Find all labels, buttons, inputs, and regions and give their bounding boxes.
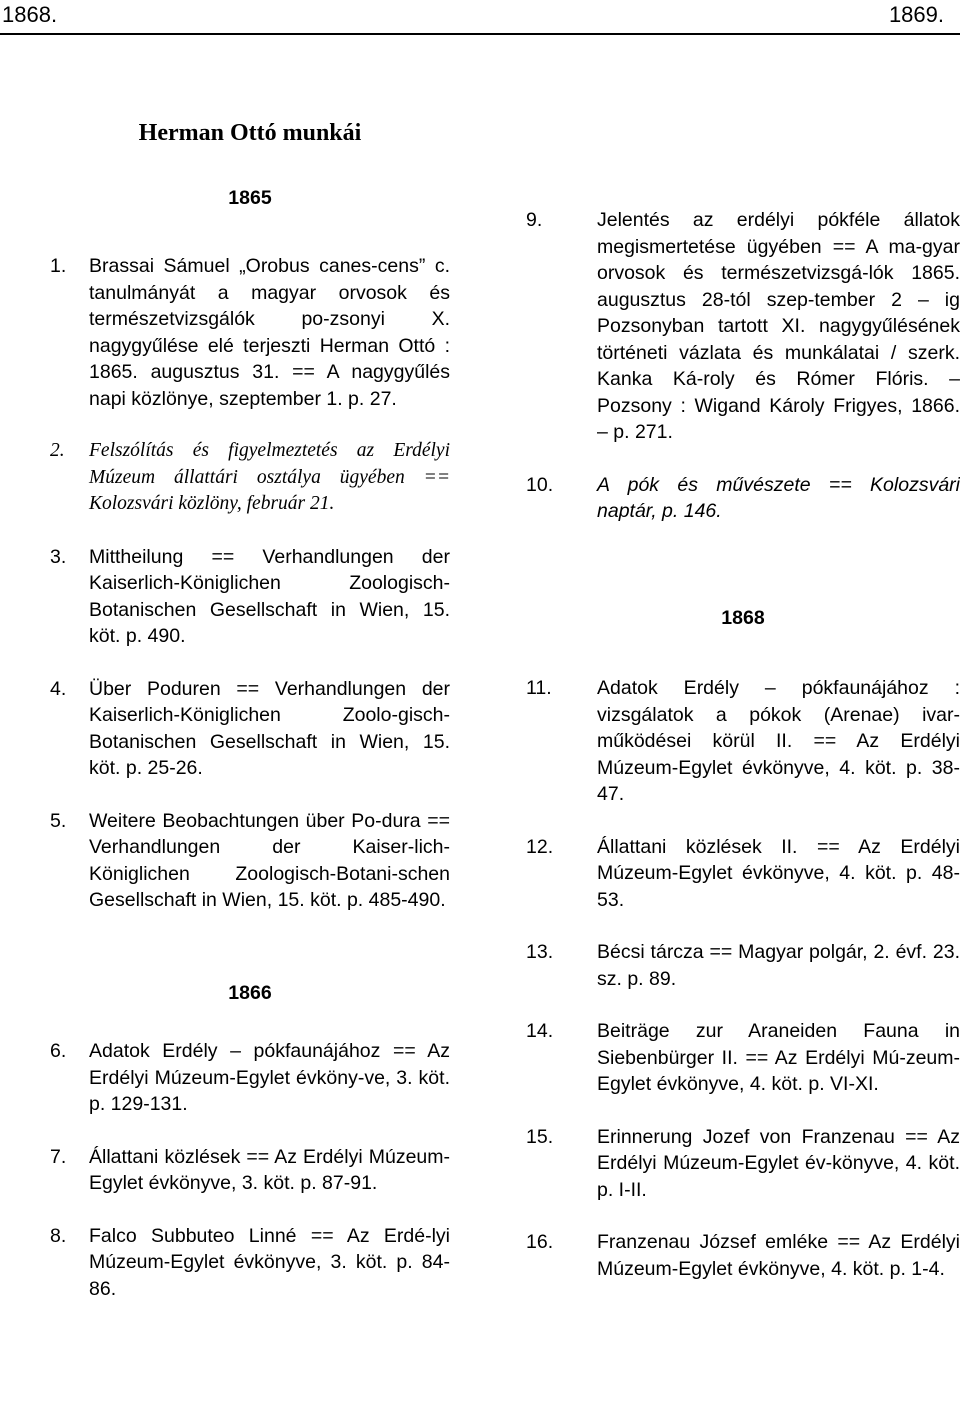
- bibliography-entry: [526, 834, 960, 914]
- entry-text: Állattani közlések == Az Erdélyi Múzeum-Egylet évkönyve, 3. köt. p. 87-91.: [89, 1145, 450, 1194]
- bibliography-entry: [50, 1144, 450, 1197]
- entry-number: 14.: [526, 1020, 554, 1042]
- right-column: [526, 207, 960, 1282]
- bibliography-entry: [526, 207, 960, 446]
- entry-text: A pók és művészete == Kolozsvári naptár, p. 146.: [597, 473, 960, 522]
- bibliography-entry: [526, 1124, 960, 1204]
- year-heading-1866: 1866: [228, 981, 272, 1004]
- entry-text: Franzenau József emléke == Az Erdélyi Múzeum-Egylet évkönyve, 4. köt. p. 1-4.: [597, 1231, 960, 1280]
- bibliography-entry: [526, 1229, 960, 1282]
- entry-number: 11.: [526, 677, 552, 699]
- entry-text: Adatok Erdély – pókfaunájához == Az Erdélyi Múzeum-Egylet évköny-ve, 3. köt. p. 129-131.: [89, 1040, 450, 1115]
- entry-text: Állattani közlések II. == Az Erdélyi Múzeum-Egylet évkönyve, 4. köt. p. 48-53.: [597, 835, 960, 911]
- entry-text: Mittheilung == Verhandlungen der Kaiserlich-Königlichen Zoologisch-Botanischen Gesellschaft in Wien, 15. köt. p. 490.: [89, 545, 450, 647]
- entry-text: Felszólítás és figyelmeztetés az Erdélyi Múzeum állattári osztálya ügyében == Kolozsvári közlöny, február 21.: [89, 440, 450, 514]
- bibliography-entry: [526, 472, 960, 525]
- bibliography-entry: [50, 808, 450, 914]
- entry-number: 4.: [50, 677, 67, 700]
- entry-number: 6.: [50, 1040, 67, 1062]
- entry-text: Weitere Beobachtungen über Po-dura == Verhandlungen der Kaiser-lich-Königlichen Zoologisch-Botani-schen Gesellschaft in Wien, 15. köt. p. 485-490.: [89, 809, 450, 911]
- bibliography-entry: [50, 253, 450, 412]
- entry-number: 5.: [50, 809, 67, 832]
- year-heading-1868: 1868: [721, 606, 765, 629]
- entry-number: 16.: [526, 1231, 554, 1253]
- entry-number: 9.: [526, 209, 543, 231]
- entry-text: Beiträge zur Araneiden Fauna in Siebenbürger II. == Az Erdélyi Mú-zeum-Egylet évkönyve, 4. köt. p. VI-XI.: [597, 1020, 960, 1095]
- entry-number: 13.: [526, 941, 554, 963]
- entry-number: 12.: [526, 835, 554, 858]
- left-column: [50, 120, 450, 1302]
- entry-number: 1.: [50, 255, 67, 277]
- bibliography-entry: [50, 544, 450, 650]
- header-rule: [0, 33, 960, 35]
- bibliography-entry: [50, 438, 450, 518]
- entry-number: 3.: [50, 545, 67, 568]
- entry-text: Bécsi tárcza == Magyar polgár, 2. évf. 23. sz. p. 89.: [597, 941, 960, 990]
- bibliography-entry: [526, 675, 960, 808]
- entry-number: 8.: [50, 1224, 67, 1247]
- bibliography-entry: [50, 1223, 450, 1303]
- running-header-left: 1868.: [2, 2, 58, 27]
- bibliography-entry: [50, 676, 450, 782]
- entry-number: 2.: [50, 440, 65, 461]
- entry-number: 7.: [50, 1145, 67, 1168]
- bibliography-entry: [526, 1018, 960, 1098]
- entry-text: Über Poduren == Verhandlungen der Kaiserlich-Königlichen Zoolo-gisch-Botanischen Gesellschaft in Wien, 15. köt. p. 25-26.: [89, 677, 450, 779]
- entry-text: Erinnerung Jozef von Franzenau == Az Erdélyi Múzeum-Egylet év-könyve, 4. köt. p. I-II.: [597, 1125, 960, 1201]
- page-title: Herman Ottó munkái: [138, 120, 362, 146]
- entry-number: 15.: [526, 1125, 554, 1148]
- bibliography-entry: [50, 1038, 450, 1118]
- entry-text: Jelentés az erdélyi pókféle állatok megismertetése ügyében == A ma-gyar orvosok és természetvizsgá-lók 1865. augusztus 28-tól szep-tember 2 – ig Pozsonyban tartott XI. nagygyűlésének történeti vázlata és munkálatai / szerk. Kanka Ká-roly és Rómer Flóris. – Pozsony : Wigand Károly Frigyes, 1866. – p. 271.: [597, 209, 960, 443]
- year-heading-1865: 1865: [228, 186, 272, 209]
- entry-number: 10.: [526, 473, 554, 496]
- entry-text: Brassai Sámuel „Orobus canes-cens” c. tanulmányát a magyar orvosok és természetvizsgálók po-zsonyi X. nagygyűlése elé terjeszti Herman Ottó : 1865. augusztus 31. == A nagygyűlés napi közlönye, szeptember 1. p. 27.: [89, 255, 450, 410]
- bibliography-entry: [526, 939, 960, 992]
- entry-text: Adatok Erdély – pókfaunájához : vizsgálatok a pókok (Arenae) ivar-működései körül II. == Az Erdélyi Múzeum-Egylet évkönyve, 4. köt. p. 38-47.: [597, 677, 960, 805]
- running-header-right: 1869.: [888, 2, 944, 27]
- entry-text: Falco Subbuteo Linné == Az Erdé-lyi Múzeum-Egylet évkönyve, 3. köt. p. 84-86.: [89, 1224, 450, 1300]
